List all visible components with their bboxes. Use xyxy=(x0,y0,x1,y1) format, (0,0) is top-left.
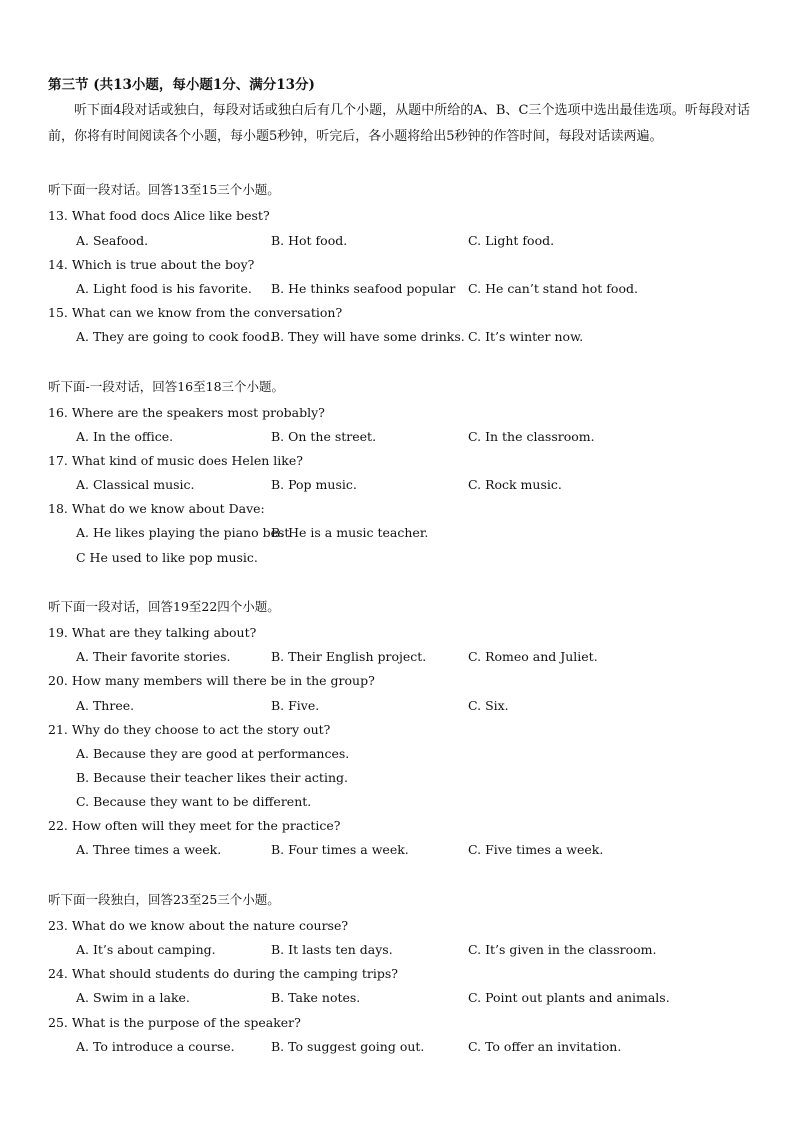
option-c: C. It’s winter now. xyxy=(468,329,584,344)
question-23: 23. What do we know about the nature course? xyxy=(48,918,349,933)
question-22: 22. How often will they meet for the practice? xyxy=(48,818,341,833)
option-c: C. Five times a week. xyxy=(468,842,604,857)
group-intro: 听下面一段独白，回答23至25三个小题。 xyxy=(48,892,280,907)
option-b: B. He is a music teacher. xyxy=(271,525,429,540)
option-c: C. To offer an invitation. xyxy=(468,1039,622,1054)
option-a: A. Because they are good at performances. xyxy=(76,746,350,761)
option-c: C. Romeo and Juliet. xyxy=(468,649,598,664)
section-heading: 第三节 (共13小题，每小题1分、满分13分) xyxy=(48,77,315,93)
question-19: 19. What are they talking about? xyxy=(48,625,257,640)
option-a: A. In the office. xyxy=(76,429,174,444)
question-15: 15. What can we know from the conversation? xyxy=(48,305,343,320)
question-16: 16. Where are the speakers most probably? xyxy=(48,405,325,420)
option-c: C. Because they want to be different. xyxy=(76,794,312,809)
option-a: A. Swim in a lake. xyxy=(76,990,190,1005)
option-a: A. To introduce a course. xyxy=(76,1039,235,1054)
option-a: A. He likes playing the piano best xyxy=(76,525,290,540)
option-b: B. Take notes. xyxy=(271,990,361,1005)
option-b: B. It lasts ten days. xyxy=(271,942,393,957)
option-a: A. They are going to cook food. xyxy=(76,329,274,344)
question-20: 20. How many members will there be in the group? xyxy=(48,673,375,688)
question-25: 25. What is the purpose of the speaker? xyxy=(48,1015,301,1030)
option-b: B. Pop music. xyxy=(271,477,357,492)
option-b: B. To suggest going out. xyxy=(271,1039,425,1054)
option-a: A. Seafood. xyxy=(76,233,149,248)
question-21: 21. Why do they choose to act the story out? xyxy=(48,722,331,737)
option-b: B. They will have some drinks. xyxy=(271,329,465,344)
option-c: C. In the classroom. xyxy=(468,429,595,444)
option-c: C. Light food. xyxy=(468,233,555,248)
option-c: C. Six. xyxy=(468,698,509,713)
option-c: C. He can’t stand hot food. xyxy=(468,281,638,296)
option-c: C. Rock music. xyxy=(468,477,562,492)
option-b: B. Their English project. xyxy=(271,649,427,664)
option-c: C. It’s given in the classroom. xyxy=(468,942,657,957)
option-b: B. Because their teacher likes their acting. xyxy=(76,770,348,785)
option-a: A. Three. xyxy=(76,698,135,713)
question-24: 24. What should students do during the camping trips? xyxy=(48,966,399,981)
option-c: C He used to like pop music. xyxy=(76,550,258,565)
group-intro: 听下面-一段对话，回答16至18三个小题。 xyxy=(48,379,285,394)
question-14: 14. Which is true about the boy? xyxy=(48,257,255,272)
option-b: B. Hot food. xyxy=(271,233,348,248)
option-b: B. Four times a week. xyxy=(271,842,409,857)
question-13: 13. What food docs Alice like best? xyxy=(48,208,270,223)
question-18: 18. What do we know about Dave: xyxy=(48,501,265,516)
option-a: A. Their favorite stories. xyxy=(76,649,231,664)
option-b: B. Five. xyxy=(271,698,320,713)
option-b: B. On the street. xyxy=(271,429,377,444)
option-b: B. He thinks seafood popular xyxy=(271,281,456,296)
option-a: A. It’s about camping. xyxy=(76,942,216,957)
option-a: A. Classical music. xyxy=(76,477,195,492)
option-a: A. Three times a week. xyxy=(76,842,222,857)
section-instructions: 听下面4段对话或独白，每段对话或独白后有几个小题，从题中所给的A、B、C三个选项中选出最佳选项。听每段对话前，你将有时间阅读各个小题，每小题5秒钟，听完后，各小题将给出5秒钟的作答时间，每段对话读两遍。 xyxy=(48,103,750,144)
option-c: C. Point out plants and animals. xyxy=(468,990,670,1005)
group-intro: 听下面一段对话，回答19至22四个小题。 xyxy=(48,599,280,614)
question-17: 17. What kind of music does Helen like? xyxy=(48,453,303,468)
group-intro: 听下面一段对话。回答13至15三个小题。 xyxy=(48,182,280,197)
option-a: A. Light food is his favorite. xyxy=(76,281,252,296)
